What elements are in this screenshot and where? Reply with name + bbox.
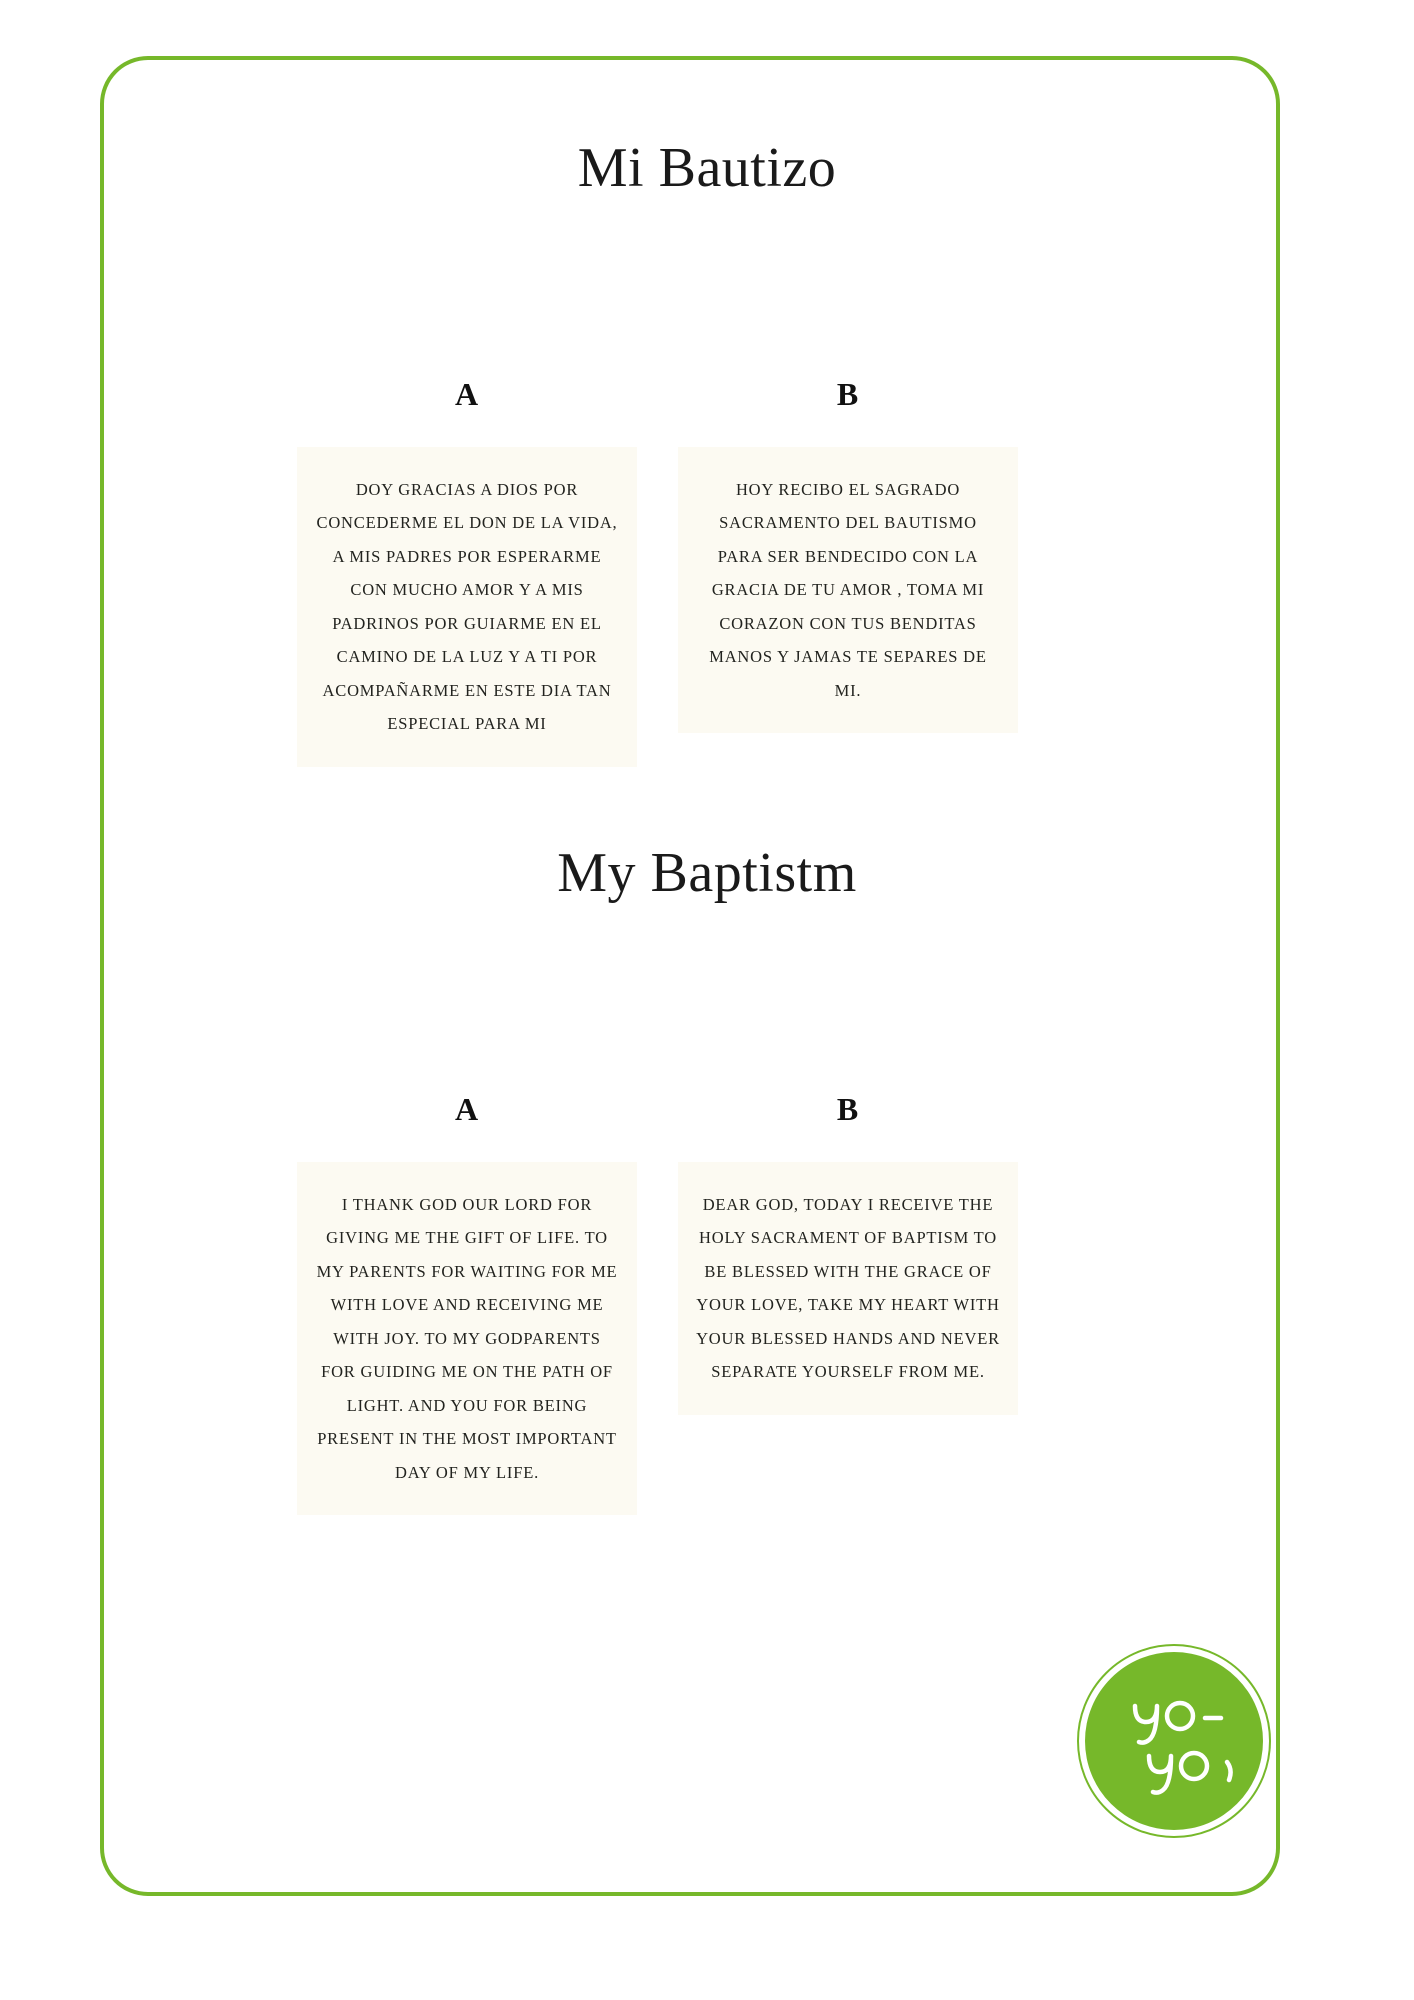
section-title-spanish: Mi Bautizo: [577, 137, 837, 199]
option-a-english-box: [297, 1162, 637, 1515]
option-b-spanish-box: [678, 447, 1018, 733]
option-letter-b: B: [836, 1091, 860, 1127]
option-letter-a: A: [454, 376, 480, 412]
option-b-english-box: [678, 1162, 1018, 1415]
logo-mark-icon: [1077, 1644, 1271, 1838]
option-letter-a: A: [454, 1091, 480, 1127]
option-b-spanish[interactable]: [678, 376, 1018, 733]
option-a-spanish[interactable]: [297, 376, 637, 767]
yoyo-logo[interactable]: [1077, 1644, 1271, 1838]
section-title-english: My Baptistm: [557, 842, 857, 904]
option-a-spanish-text: DOY GRACIAS A DIOS POR CONCEDERME EL DON DE LA VIDA, A MIS PADRES POR ESPERARME CON MUCHO AMOR Y A MIS PADRINOS POR GUIARME EN EL CAMINO DE LA LUZ Y A TI POR ACOMPAÑARME EN ESTE DIA TAN ESPECIAL PARA MI: [316, 480, 618, 734]
option-a-english-text: I THANK GOD OUR LORD FOR GIVING ME THE GIFT OF LIFE. TO MY PARENTS FOR WAITING FOR ME WITH LOVE AND RECEIVING ME WITH JOY. TO MY GODPARENTS FOR GUIDING ME ON THE PATH OF LIGHT. AND YOU FOR BEING PRESENT IN THE MOST IMPORTANT DAY OF MY LIFE.: [316, 1195, 618, 1482]
option-b-english-text: DEAR GOD, TODAY I RECEIVE THE HOLY SACRAMENT OF BAPTISM TO BE BLESSED WITH THE GRACE OF YOUR LOVE, TAKE MY HEART WITH YOUR BLESSED HANDS AND NEVER SEPARATE YOURSELF FROM ME.: [696, 1195, 1000, 1382]
option-a-spanish-box: [297, 447, 637, 767]
option-letter-b: B: [836, 376, 860, 412]
option-b-english[interactable]: [678, 1091, 1018, 1415]
option-a-english[interactable]: [297, 1091, 637, 1515]
section-my-baptistm: [0, 842, 1414, 1745]
section-mi-bautizo: [0, 137, 1414, 940]
option-b-spanish-text: HOY RECIBO EL SAGRADO SACRAMENTO DEL BAUTISMO PARA SER BENDECIDO CON LA GRACIA DE TU AMOR , TOMA MI CORAZON CON TUS BENDITAS MANOS Y JAMAS TE SEPARES DE MI.: [709, 480, 987, 700]
